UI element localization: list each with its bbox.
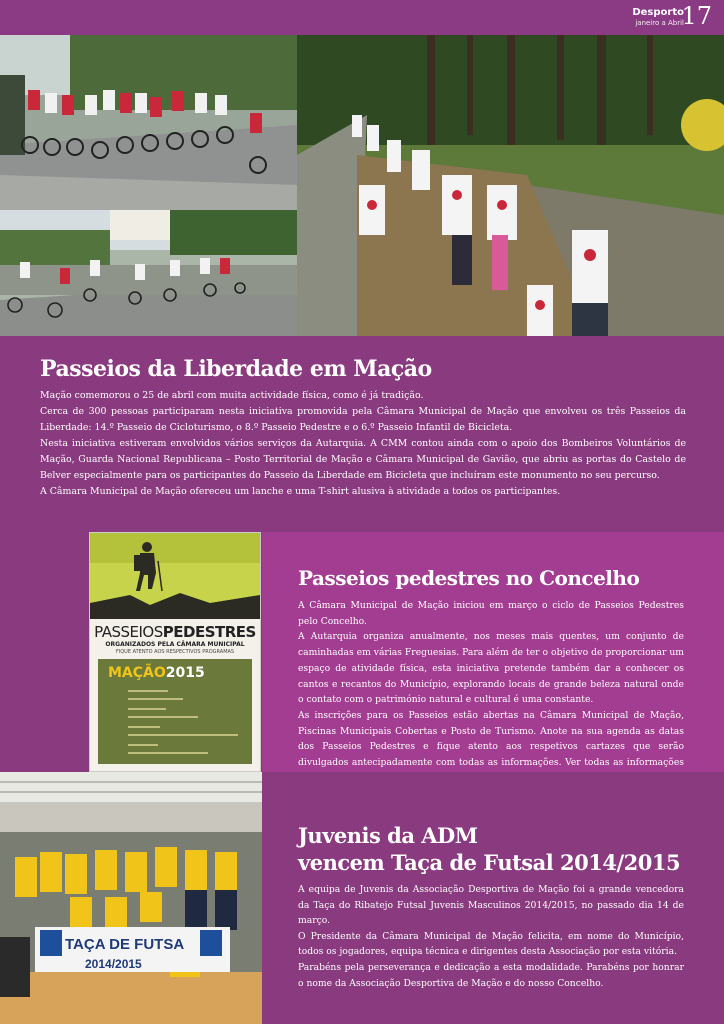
article1-paragraph: Nesta iniciativa estiveram envolvidos vários serviços da Autarquia. A CMM contou ainda com o apoio dos Bombeiros Voluntários de Mação, Guarda Nacional Republicana – Posto Territorial de Mação e Câmara Municipal de Gavião, que abriu as portas do Castelo de Belver especialmente para os participantes do Passeio da Liberdade em Bicicleta que incluíram este monumento no seu percurso. [40, 438, 686, 481]
poster-year: 2015 [165, 665, 205, 681]
page-header [0, 0, 724, 35]
article3-body [298, 882, 684, 991]
article1-paragraph: Cerca de 300 pessoas participaram nesta iniciativa promovida pela Câmara Municipal de Mação que envolveu os três Passeios da Liberdade: 14.º Passeio de Cicloturismo, o 8.º Passeio Pedestre e o 6.º Passeio Infantil de Bicicleta. [40, 406, 686, 433]
page-number: 17 [681, 2, 712, 30]
article2-title: Passeios pedestres no Concelho [298, 566, 640, 590]
photo-walkers-trail [297, 35, 724, 336]
article3-title-line2: vencem Taça de Futsal 2014/2015 [298, 850, 681, 875]
poster-subtitle: ORGANIZADOS PELA CÂMARA MUNICIPAL [105, 641, 245, 648]
poster-hiker-illustration [90, 533, 260, 619]
section-name: Desporto [632, 7, 684, 18]
article2-body [298, 598, 684, 786]
article1-title: Passeios da Liberdade em Mação [40, 356, 432, 382]
banner-text: TAÇA DE FUTSA [65, 936, 185, 953]
poster-schedule-box [98, 659, 252, 764]
article2-paragraph: A Câmara Municipal de Mação iniciou em março o ciclo de Passeios Pedestres pelo Concelho. [298, 600, 684, 627]
article3-paragraph: A equipa de Juvenis da Associação Desportiva de Mação foi a grande vencedora da Taça do Ribatejo Futsal Juvenis Masculinos 2014/2015, no passado dia 14 de março. [298, 884, 684, 927]
article1-paragraph: Mação comemorou o 25 de abril com muita actividade física, como é já tradição. [40, 390, 424, 401]
poster-title-light: PASSEIOS [94, 623, 163, 641]
article3-title [298, 822, 680, 876]
poster-subtitle2: FIQUE ATENTO AOS RESPECTIVOS PROGRAMAS [115, 649, 235, 655]
poster-title-bold: PEDESTRES [162, 623, 256, 641]
article1-body [40, 388, 686, 500]
poster-title [90, 623, 260, 641]
poster-place-name: MAÇÃO [108, 665, 166, 681]
photo-futsal-team [0, 772, 262, 1024]
article3-title-line1: Juvenis da ADM [298, 823, 478, 848]
article1-paragraph: A Câmara Municipal de Mação ofereceu um lanche e uma T-shirt alusiva à atividade a todos os participantes. [40, 486, 561, 497]
article2-paragraph: A Autarquia organiza anualmente, nos meses mais quentes, um conjunto de caminhadas em várias Freguesias. Para além de ter o objetivo de proporcionar um espaço de atividade física, esta iniciativa pretende também dar a conhecer os cantos e recantos do Município, explorando locais de grande beleza natural onde o contato com o património natural e cultural é uma constante. [298, 631, 684, 706]
photo-cyclists-road [0, 35, 297, 210]
section-date: janeiro a Abril [635, 19, 684, 27]
banner-year: 2014/2015 [85, 957, 142, 971]
photo-children-cycling [0, 210, 297, 336]
poster-schedule-lines [128, 687, 246, 757]
article3-paragraph: O Presidente da Câmara Municipal de Mação felicita, em nome do Município, todos os jogadores, equipa técnica e dirigentes desta Associação por esta vitória. [298, 930, 684, 958]
poster-place [108, 665, 205, 681]
article2-paragraph: As inscrições para os Passeios estão abertas na Câmara Municipal de Mação, Piscinas Municipais Cobertas e Posto de Turismo. Anote na sua agenda as datas dos Passeios Pedestres e fique atento aos respetivos cartazes que serão divulgados antecipadamente com todas as informações. Ver todas as informações [298, 709, 684, 769]
poster-passeios-pedestres [90, 533, 260, 771]
article3-paragraph: Parabéns pela perseverança e dedicação a esta modalidade. Parabéns por honrar o nome da Associação Desportiva de Mação e do nosso Concelho. [298, 961, 684, 989]
